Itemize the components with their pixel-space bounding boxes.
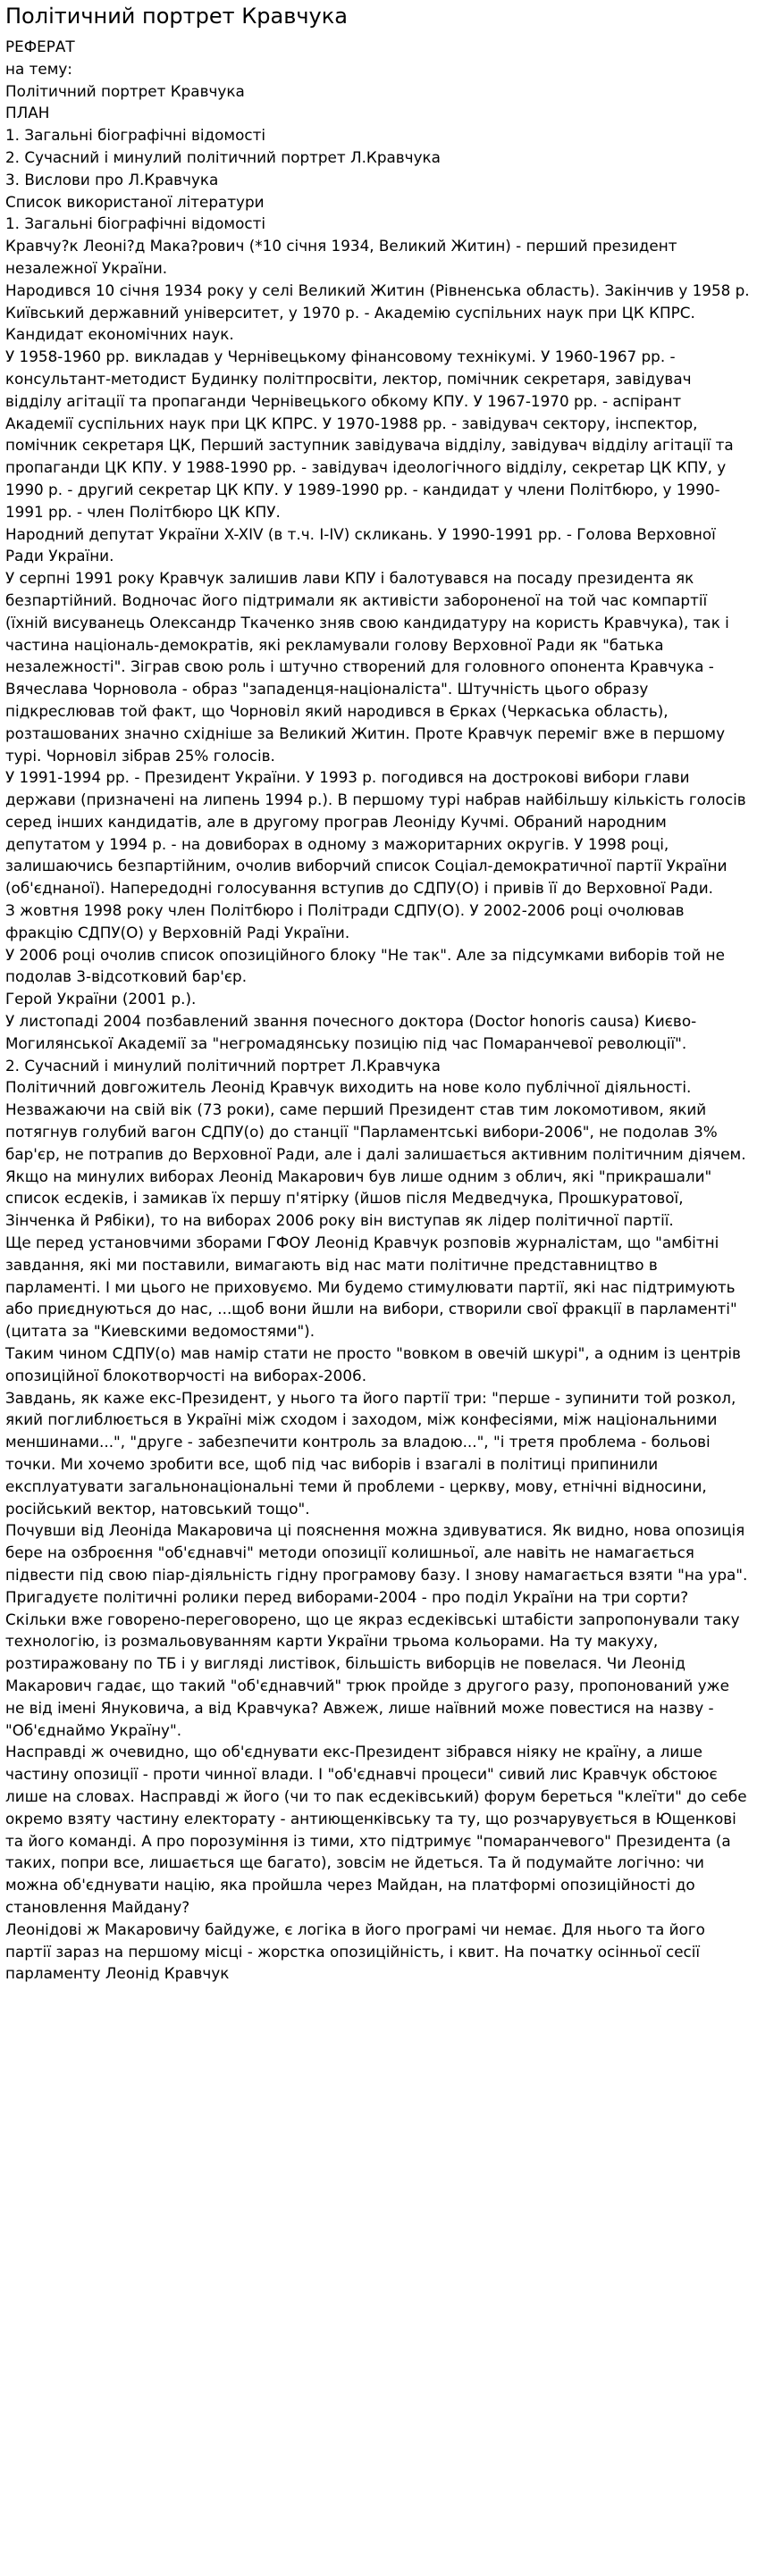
paragraph: Почувши від Леоніда Макаровича ці пояснення можна здивуватися. Як видно, нова опозиція бере на озброєння "об'єднавчі" методи опозиції колишньої, але навіть не намагається підвести під свою піар-діяльність гідну програмову базу. І знову намагається взяти "на ура". [5,1521,748,1584]
paragraph: У 1991-1994 рр. - Президент України. У 1993 р. погодився на дострокові вибори глави держави (призначені на липень 1994 р.). В першому турі набрав найбільшу кількість голосів серед інших кандидатів, але в другому програв Леоніду Кучмі. Обраний народним депутатом у 1994 р. - на довиборах в одному з мажоритарних округів. У 1998 році, залишаючись безпартійним, очолив виборчий список Соціал-демократичної партії України (об'єднаної). Напередодні голосування вступив до СДПУ(О) і привів її до Верховної Ради. [5,768,746,898]
paragraph: У серпні 1991 року Кравчук залишив лави КПУ і балотувався на посаду президента як безпартійний. Водночас його підтримали як активісти забороненої на той час компартії (їхній висуванець Олександр Ткаченко зняв свою кандидатуру на користь Кравчука), так і частина національ-демократів, які рекламували голову Верховної Ради як "батька незалежності". Зіграв свою роль і штучно створений для головного опонента Кравчука - Вячеслава Чорновола - образ "западенця-націоналіста". Штучність цього образу підкреслював той факт, що Чорновіл який народився в Єрках (Черкаська область), розташованих значно східніше за Великий Житин. Проте Кравчук переміг вже в першому турі. Чорновіл зібрав 25% голосів. [5,569,729,765]
plan-item-bibliography: Список використаної літератури [5,192,265,211]
paragraph: У листопаді 2004 позбавлений звання почесного доктора (Doctor honoris causa) Києво-Могилянської Академії за "негромадянську позицію під час Помаранчевої революції". [5,1012,697,1052]
plan-item-3: 3. Вислови про Л.Кравчука [5,170,219,188]
topic-title: Політичний портрет Кравчука [5,81,245,100]
paragraph: Герой України (2001 р.). [5,990,197,1008]
paragraph: З жовтня 1998 року член Політбюро і Політради СДПУ(О). У 2002-2006 році очолював фракцію СДПУ(О) у Верховній Раді України. [5,901,685,941]
paragraph: Таким чином СДПУ(о) мав намір стати не просто "вовком в овечій шкурі", а одним із центрів опозиційної блокотворчості на виборах-2006. [5,1344,741,1384]
plan-item-2: 2. Сучасний і минулий політичний портрет Л.Кравчука [5,147,441,166]
paragraph: Завдань, як каже екс-Президент, у нього та його партії три: "перше - зупинити той розкол, який поглиблюється в Україні між сходом і заходом, між конфесіями, між національними меншинами...", "друге - забезпечити контроль за владою...", "і третя проблема - больові точки. Ми хочемо зробити все, щоб під час виборів і взагалі в політиці припинили експлуатувати загальнонаціональні теми й проблеми - церкву, мову, етнічні відносини, російський вектор, натовський тощо". [5,1388,736,1518]
plan-heading: ПЛАН [5,104,50,122]
paragraph: Леонідові ж Макаровичу байдуже, є логіка в його програмі чи немає. Для нього та його партії зараз на першому місці - жорстка опозиційність, і квит. На початку осінньої сесії парламенту Леонід Кравчук [5,1919,705,1983]
heading-referat: РЕФЕРАТ [5,38,75,55]
paragraph: Народний депутат України X-XIV (в т.ч. I-IV) скликань. У 1990-1991 рр. - Голова Верховної Ради України. [5,524,716,565]
paragraph: Якщо на минулих виборах Леонід Макарович був лише одним з облич, які "прикрашали" список есдеків, і замикав їх першу п'ятірку (йшов після Медведчука, Прошкуратової, Зінченка й Рябіки), то на виборах 2006 року він виступав як лідер політичної партії. [5,1167,712,1230]
paragraph: У 2006 році очолив список опозиційного блоку "Не так". Але за підсумками виборів той не подолав 3-відсотковий бар'єр. [5,945,725,986]
paragraph: Народився 10 січня 1934 року у селі Великий Житин (Рівненська область). Закінчив у 1958 р. Київський державний університет, у 1970 р. - Академію суспільних наук при ЦК КПРС. Кандидат економічних наук. [5,280,750,344]
paragraph: Кравчу?к Леоні?д Мака?рович (*10 січня 1934, Великий Житин) - перший президент незалежної України. [5,237,677,277]
subheading-topic: на тему: [5,59,72,78]
paragraph: Політичний довгожитель Леонід Кравчук виходить на нове коло публічної діяльності. Незважаючи на свій вік (73 роки), саме перший Президент став тим локомотивом, який потягнув голубий вагон СДПУ(о) до станції "Парламентські вибори-2006", не подолав 3% бар'єр, не потрапив до Верховної Ради, але і далі залишається активним політичним діячем. [5,1078,746,1163]
section-heading-1: 1. Загальні біографічні відомості [5,214,266,233]
page-title: Політичний портрет Кравчука [5,4,348,29]
plan-item-1: 1. Загальні біографічні відомості [5,126,266,145]
paragraph: У 1958-1960 рр. викладав у Чернівецькому фінансовому технікумі. У 1960-1967 рр. - консультант-методист Будинку політпросвіти, лектор, помічник секретаря, завідувач відділу агітації та пропаганди Чернівецького обкому КПУ. У 1967-1970 рр. - аспірант Академії суспільних наук при ЦК КПРС. У 1970-1988 рр. - завідувач сектору, інспектор, помічник секретаря ЦК, Перший заступник завідувача відділу, завідувач відділу агітації та пропаганди ЦК КПУ. У 1988-1990 рр. - завідувач ідеологічного відділу, секретар ЦК КПУ, у 1990 р. - другий секретар ЦК КПУ. У 1989-1990 рр. - кандидат у члени Політбюро, у 1990-1991 рр. - член Політбюро ЦК КПУ. [5,347,734,521]
section-heading-2: 2. Сучасний і минулий політичний портрет Л.Кравчука [5,1056,441,1075]
paragraph: Насправді ж очевидно, що об'єднувати екс-Президент зібрався ніяку не країну, а лише частину опозиції - проти чинної влади. І "об'єднавчі процеси" сивий лис Кравчук обстоює лише на словах. Насправді ж його (чи то пак есдеківський) форум береться "клеїти" до себе окремо взяту частину електорату - антиющенківську та ту, що розчарувується в Ющенкові та його команді. А про порозуміння із тими, хто підтримує "помаранчевого" Президента (а таких, попри все, лишається ще багато), зовсім не йдеться. Та й подумайте логічно: чи можна об'єднувати націю, яка пройшла через Майдан, на платформі опозиційності до становлення Майдану? [5,1743,747,1916]
paragraph: Пригадуєте політичні ролики перед виборами-2004 - про поділ України на три сорти? Скільки вже говорено-переговорено, що це якраз есдеківські штабісти запропонували таку технологію, із розмальовуванням карти України трьома кольорами. На ту макуху, розтиражовану по ТБ і у вигляді листівок, більшість виборців не повелася. Чи Леонід Макарович гадає, що такий "об'єднавчий" трюк пройде з другого разу, пропонований уже не від імені Януковича, а від Кравчука? Авжеж, лише наївний може повестися на назву - "Об'єднаймо Україну". [5,1587,740,1739]
document-body [5,36,752,1985]
paragraph: Ще перед установчими зборами ГФОУ Леонід Кравчук розповів журналістам, що "амбітні завдання, які ми поставили, вимагають від нас мати політичне представництво в парламенті. І ми цього не приховуємо. Ми будемо стимулювати партії, які нас підтримують або приєднуються до нас, ...щоб вони йшли на вибори, створили свої фракції в парламенті" (цитата за "Киевскими ведомостями"). [5,1234,737,1341]
